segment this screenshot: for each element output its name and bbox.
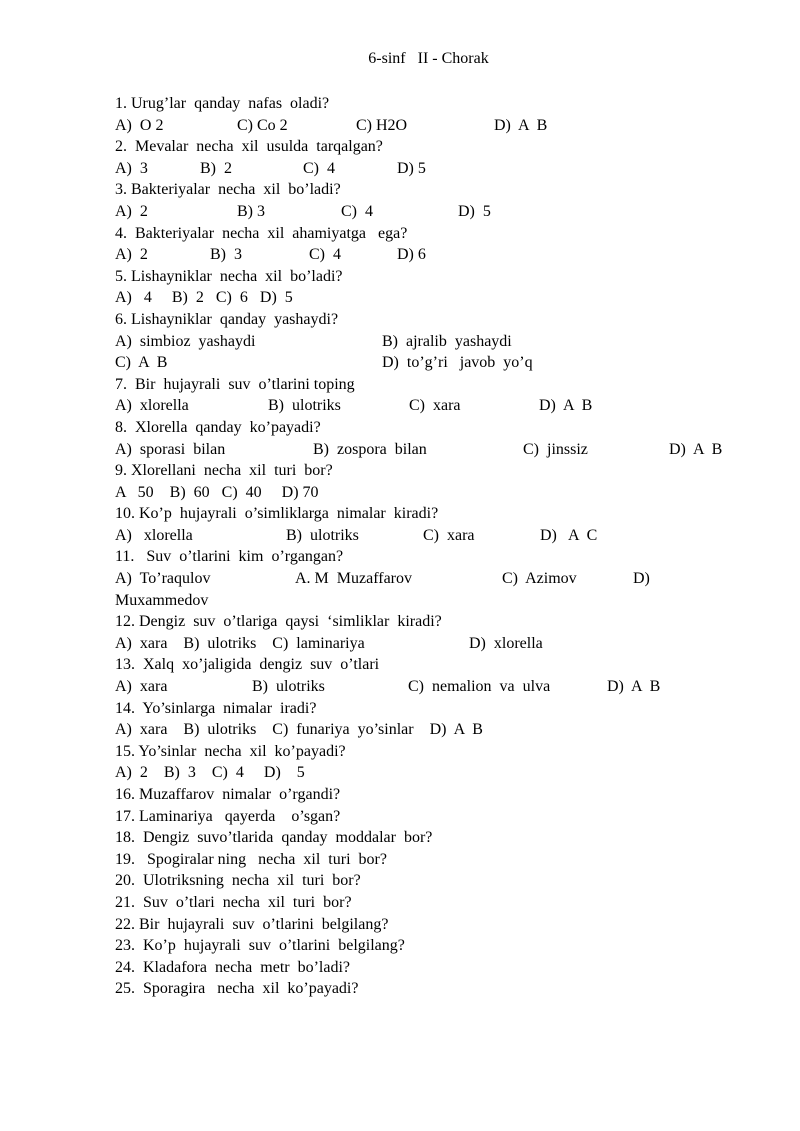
answer-option: D) A B (607, 678, 661, 696)
options-text: A) xara B) ulotriks C) funariya yo’sinlar D) A B (115, 721, 483, 739)
question-text: 9. Xlorellani necha xil turi bor? (115, 462, 333, 480)
options-row (115, 568, 765, 590)
answer-option: B) ulotriks (268, 397, 341, 415)
answer-option: D) (633, 570, 650, 588)
answer-option: C) nemalion va ulva (408, 678, 551, 696)
answer-option: B) 3 (210, 246, 242, 264)
answer-option: A) xlorella (115, 526, 193, 544)
answer-option: D) A B (669, 440, 723, 458)
answer-option: C) 4 (309, 246, 341, 264)
question-text: 7. Bir hujayrali suv o’tlarini toping (115, 375, 355, 393)
question-text: 4. Bakteriyalar necha xil ahamiyatga ega? (115, 224, 408, 242)
question-text: 1. Urug’lar qanday nafas oladi? (115, 95, 330, 112)
question-text: 6. Lishayniklar qanday yashaydi? (115, 310, 339, 328)
answer-option: C) jinssiz (523, 440, 588, 458)
question-text: 14. Yo’sinlarga nimalar iradi? (115, 699, 317, 717)
answer-option: A) O 2 (115, 116, 164, 134)
answer-option: C) 4 (341, 202, 373, 220)
answer-option: A) 2 (115, 246, 148, 264)
answer-option: D) A C (540, 526, 598, 544)
answer-option: B) ulotriks (252, 678, 325, 696)
answer-option: A) sporasi bilan (115, 440, 226, 458)
answer-option: A. M Muzaffarov (295, 570, 413, 588)
question-text: 23. Ko’p hujayrali suv o’tlarini belgilang? (115, 937, 405, 955)
answer-option: B) zospora bilan (313, 440, 427, 458)
options-row (115, 244, 765, 266)
options-text: A) 2 B) 3 C) 4 D) 5 (115, 764, 305, 782)
answer-option: C) H2O (356, 116, 408, 134)
question-text: 25. Sporagira necha xil ko’payadi? (115, 980, 359, 998)
question-text: 12. Dengiz suv o’tlariga qaysi ‘simliklar kiradi? (115, 613, 442, 631)
page-title: 6-sinf II - Chorak (368, 50, 489, 67)
options-row (115, 331, 765, 353)
options-text: A 50 B) 60 C) 40 D) 70 (115, 483, 319, 501)
answer-option: D) A B (494, 116, 548, 134)
question-text: 13. Xalq xo’jaligida dengiz suv o’tlari (115, 656, 380, 674)
question-list (115, 93, 765, 1000)
question-text: 2. Mevalar necha xil usulda tarqalgan? (115, 138, 383, 156)
answer-option: B) 2 (200, 159, 232, 177)
answer-option: C) 4 (303, 159, 335, 177)
options-row (115, 158, 765, 180)
question-text: 20. Ulotriksning necha xil turi bor? (115, 872, 361, 890)
options-text: A) 4 B) 2 C) 6 D) 5 (115, 289, 293, 307)
answer-option: B) 3 (237, 202, 265, 220)
options-row (115, 439, 765, 461)
question-text: 17. Laminariya qayerda o’sgan? (115, 807, 341, 825)
answer-option: A) 3 (115, 159, 148, 177)
options-row (115, 395, 765, 417)
answer-option: C) xara (409, 397, 461, 415)
answer-option: C) xara (423, 526, 475, 544)
question-text: 11. Suv o’tlarini kim o’rgangan? (115, 548, 344, 566)
answer-option: C) A B (115, 354, 168, 372)
options-row (115, 115, 765, 137)
question-text: 22. Bir hujayrali suv o’tlarini belgilang? (115, 915, 389, 933)
question-text: 16. Muzaffarov nimalar o’rgandi? (115, 786, 341, 803)
question-text: 10. Ko’p hujayrali o’simliklarga nimalar kiradi? (115, 505, 439, 523)
answer-option: D) xlorella (469, 634, 543, 652)
answer-option: A) To’raqulov (115, 570, 211, 588)
answer-option: B) ajralib yashaydi (382, 332, 512, 350)
question-text: 24. Kladafora necha metr bo’ladi? (115, 958, 351, 976)
answer-option: A) 2 (115, 202, 148, 220)
answer-option: D) 6 (397, 246, 426, 264)
question-text: 15. Yo’sinlar necha xil ko’payadi? (115, 742, 346, 760)
options-row (115, 525, 765, 547)
answer-option: A) xlorella (115, 397, 189, 415)
answer-option: A) xara B) ulotriks C) laminariya (115, 634, 365, 652)
question-text: 5. Lishayniklar necha xil bo’ladi? (115, 267, 343, 285)
options-text: Muxammedov (115, 591, 209, 609)
answer-option: B) ulotriks (286, 526, 359, 544)
options-row (115, 676, 765, 698)
answer-option: D) 5 (397, 159, 426, 177)
answer-option: C) Azimov (502, 570, 577, 588)
answer-option: A) simbioz yashaydi (115, 332, 256, 350)
question-text: 18. Dengiz suvo’tlarida qanday moddalar bor? (115, 829, 433, 847)
answer-option: D) A B (539, 397, 593, 415)
options-row (115, 352, 765, 374)
question-text: 19. Spogiralar ning necha xil turi bor? (115, 850, 387, 868)
question-text: 8. Xlorella qanday ko’payadi? (115, 418, 321, 436)
answer-option: A) xara (115, 678, 168, 696)
question-text: 3. Bakteriyalar necha xil bo’ladi? (115, 181, 341, 199)
answer-option: C) Co 2 (237, 116, 288, 134)
question-text: 21. Suv o’tlari necha xil turi bor? (115, 893, 352, 911)
answer-option: D) to’g’ri javob yo’q (382, 354, 533, 372)
options-row (115, 201, 765, 223)
options-row (115, 633, 765, 655)
answer-option: D) 5 (458, 202, 491, 220)
